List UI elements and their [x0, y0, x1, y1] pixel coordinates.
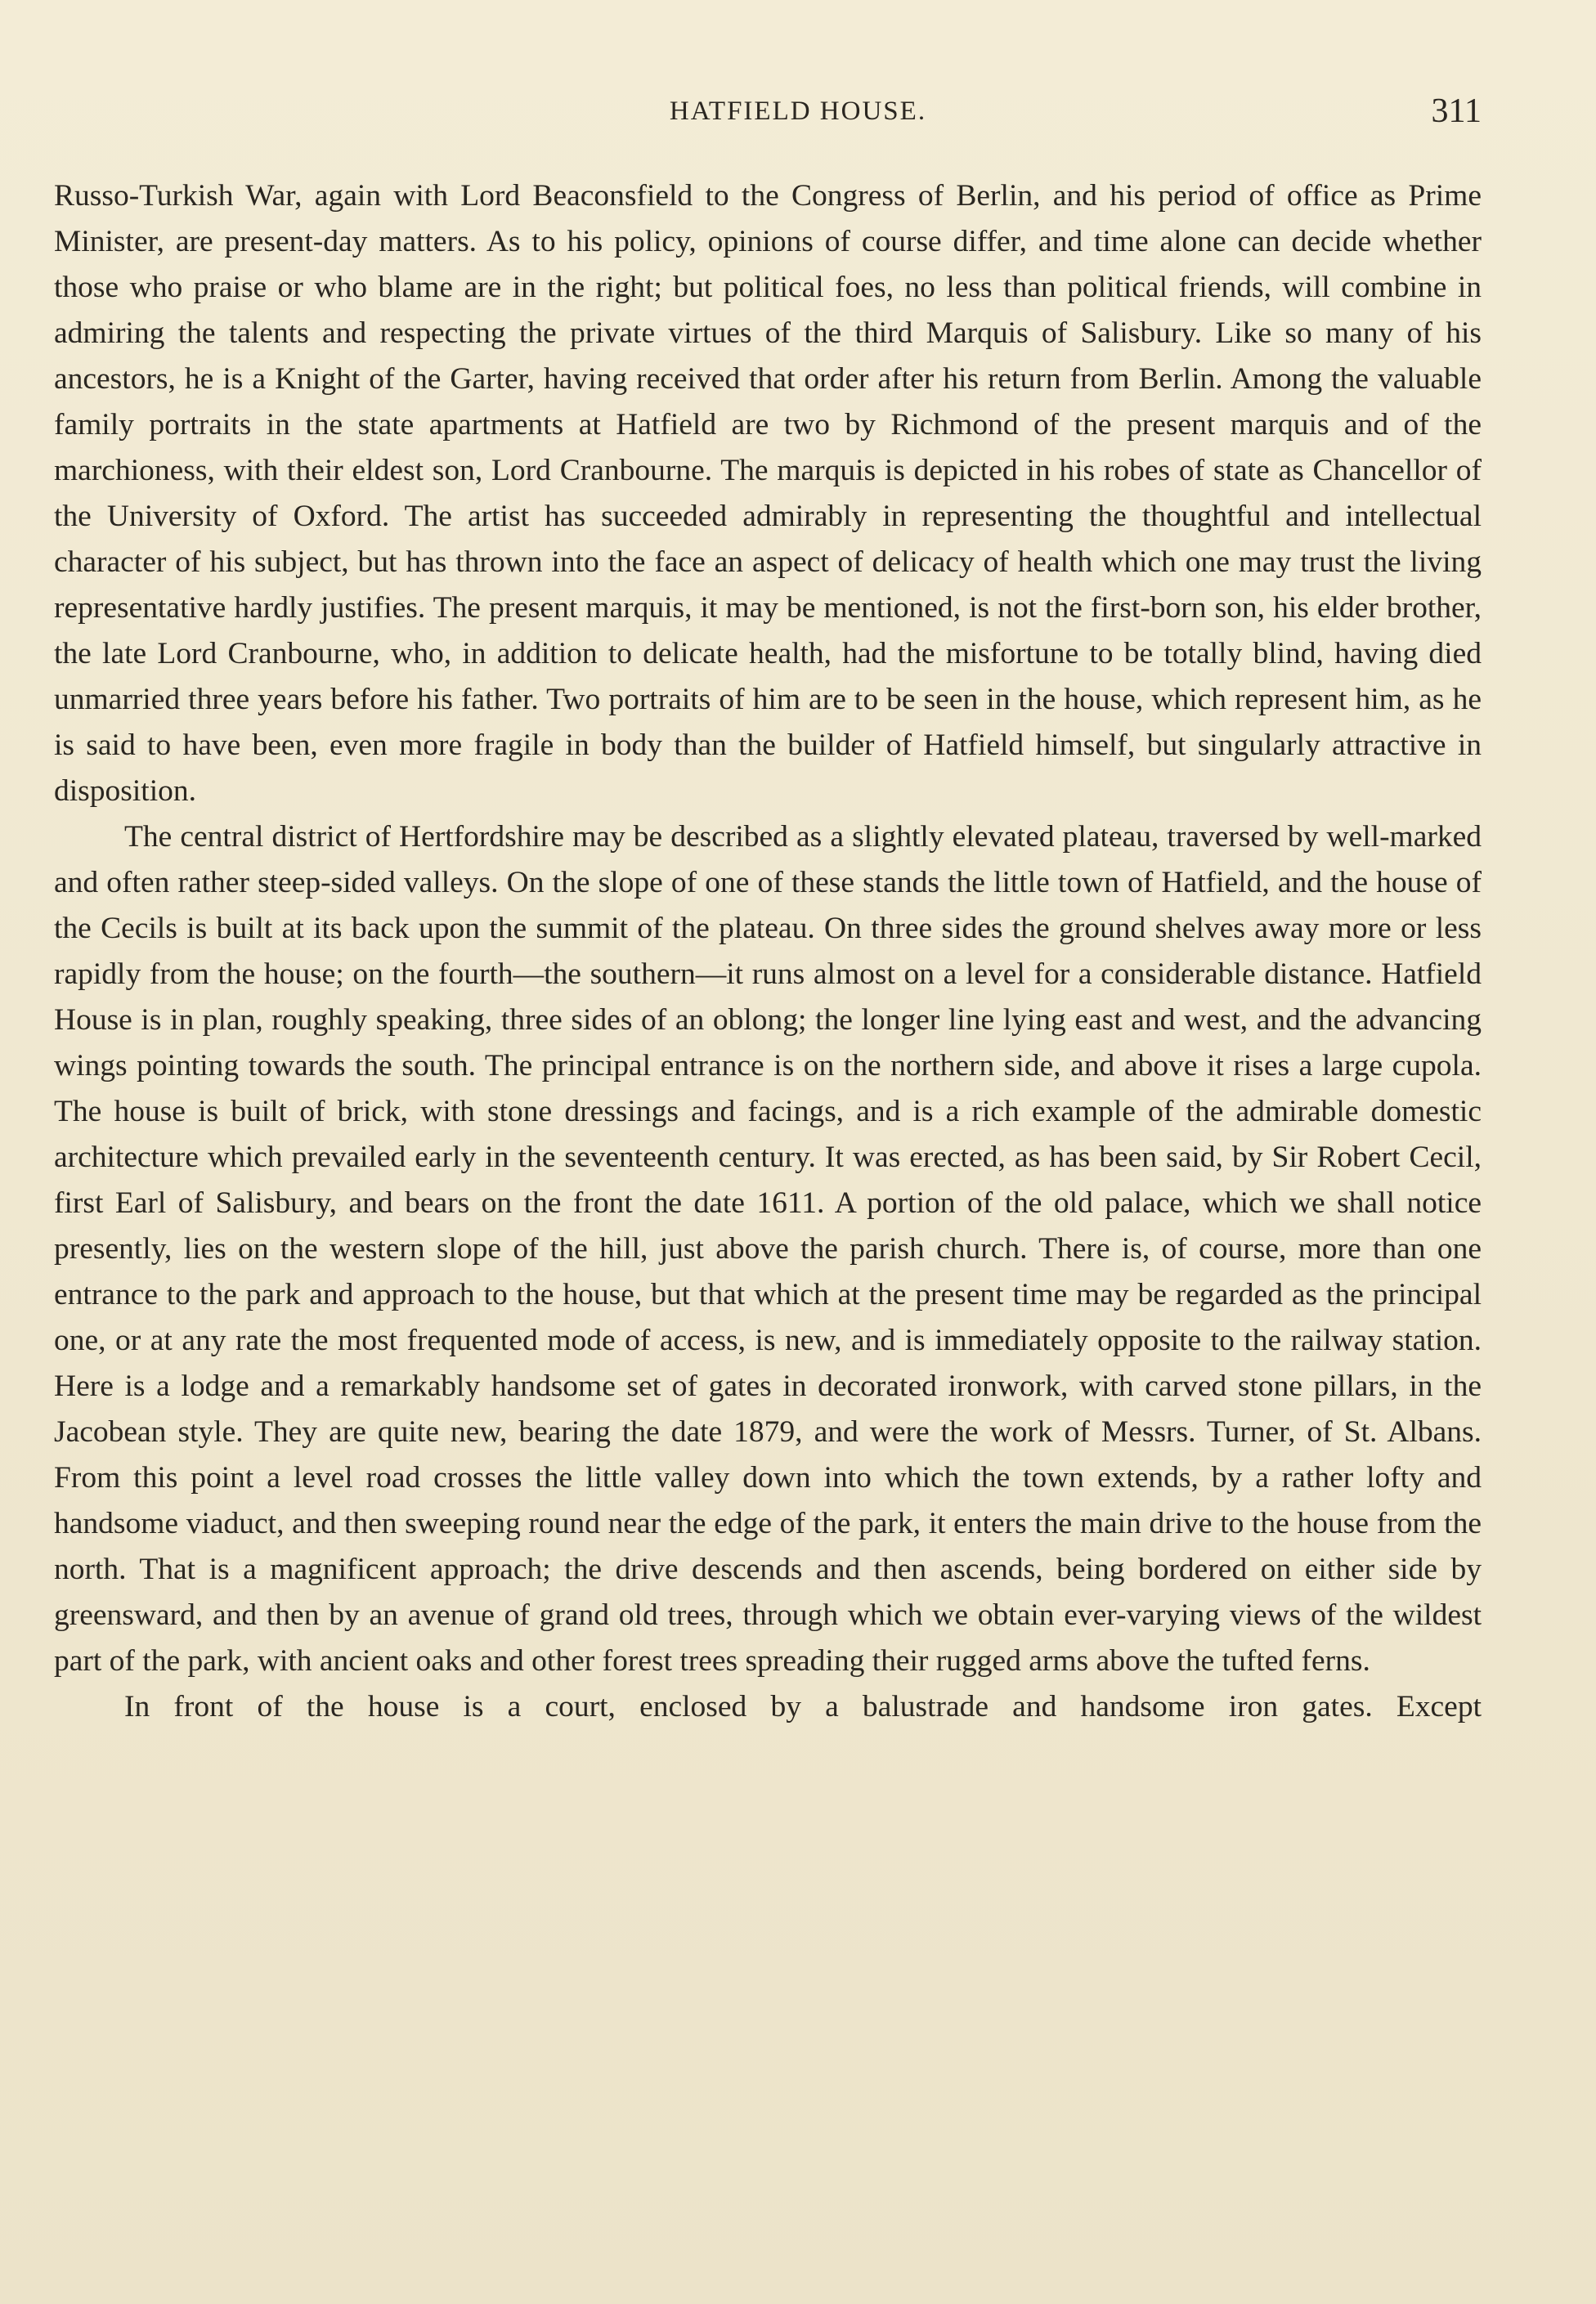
page-body	[54, 173, 1482, 1730]
paragraph-court-fragment: In front of the house is a court, enclosed by a balustrade and handsome iron gates. Except	[124, 1690, 1482, 1724]
running-head	[0, 92, 1596, 141]
paragraph-continued: Russo-Turkish War, again with Lord Beaconsfield to the Congress of Berlin, and his period of office as Prime Minister, are present-day matters. As to his policy, opinions of course differ, and time alone can decide whether those who praise or who blame are in the right; but political foes, no less than political friends, will combine in admiring the talents and respecting the private virtues of the third Marquis of Salisbury. Like so many of his ancestors, he is a Knight of the Garter, having received that order after his return from Berlin. Among the valuable family portraits in the state apartments at Hatfield are two by Richmond of the present marquis and of the marchioness, with their eldest son, Lord Cranbourne. The marquis is depicted in his robes of state as Chancellor of the University of Oxford. The artist has succeeded admirably in representing the thoughtful and intellectual character of his subject, but has thrown into the face an aspect of delicacy of health which one may trust the living representative hardly justifies. The present marquis, it may be mentioned, is not the first-born son, his elder brother, the late Lord Cranbourne, who, in addition to delicate health, had the misfortune to be totally blind, having died unmarried three years before his father. Two portraits of him are to be seen in the house, which represent him, as he is said to have been, even more fragile in body than the builder of Hatfield himself, but singularly attractive in disposition.	[54, 179, 1482, 808]
paragraph-hertfordshire: The central district of Hertfordshire may be described as a slightly elevated plateau, traversed by well-marked and often rather steep-sided valleys. On the slope of one of these stands the little town of Hatfield, and the house of the Cecils is built at its back upon the summit of the plateau. On three sides the ground shelves away more or less rapidly from the house; on the fourth—the southern—it runs almost on a level for a considerable distance. Hatfield House is in plan, roughly speaking, three sides of an oblong; the longer line lying east and west, and the advancing wings pointing towards the south. The principal entrance is on the northern side, and above it rises a large cupola. The house is built of brick, with stone dressings and facings, and is a rich example of the admirable domestic architecture which prevailed early in the seventeenth century. It was erected, as has been said, by Sir Robert Cecil, first Earl of Salisbury, and bears on the front the date 1611. A portion of the old palace, which we shall notice presently, lies on the western slope of the hill, just above the parish church. There is, of course, more than one entrance to the park and approach to the house, but that which at the present time may be regarded as the principal one, or at any rate the most frequented mode of access, is new, and is immediately opposite to the railway station. Here is a lodge and a remarkably handsome set of gates in decorated ironwork, with carved stone pillars, in the Jacobean style. They are quite new, bearing the date 1879, and were the work of Messrs. Turner, of St. Albans. From this point a level road crosses the little valley down into which the town extends, by a rather lofty and handsome viaduct, and then sweeping round near the edge of the park, it enters the main drive to the house from the north. That is a magnificent approach; the drive descends and then ascends, being bordered on either side by greensward, and then by an avenue of grand old trees, through which we obtain ever-varying views of the wildest part of the park, with ancient oaks and other forest trees spreading their rugged arms above the tufted ferns.	[54, 820, 1482, 1678]
running-title: HATFIELD HOUSE.	[669, 96, 927, 126]
page-number: 311	[1431, 92, 1482, 130]
